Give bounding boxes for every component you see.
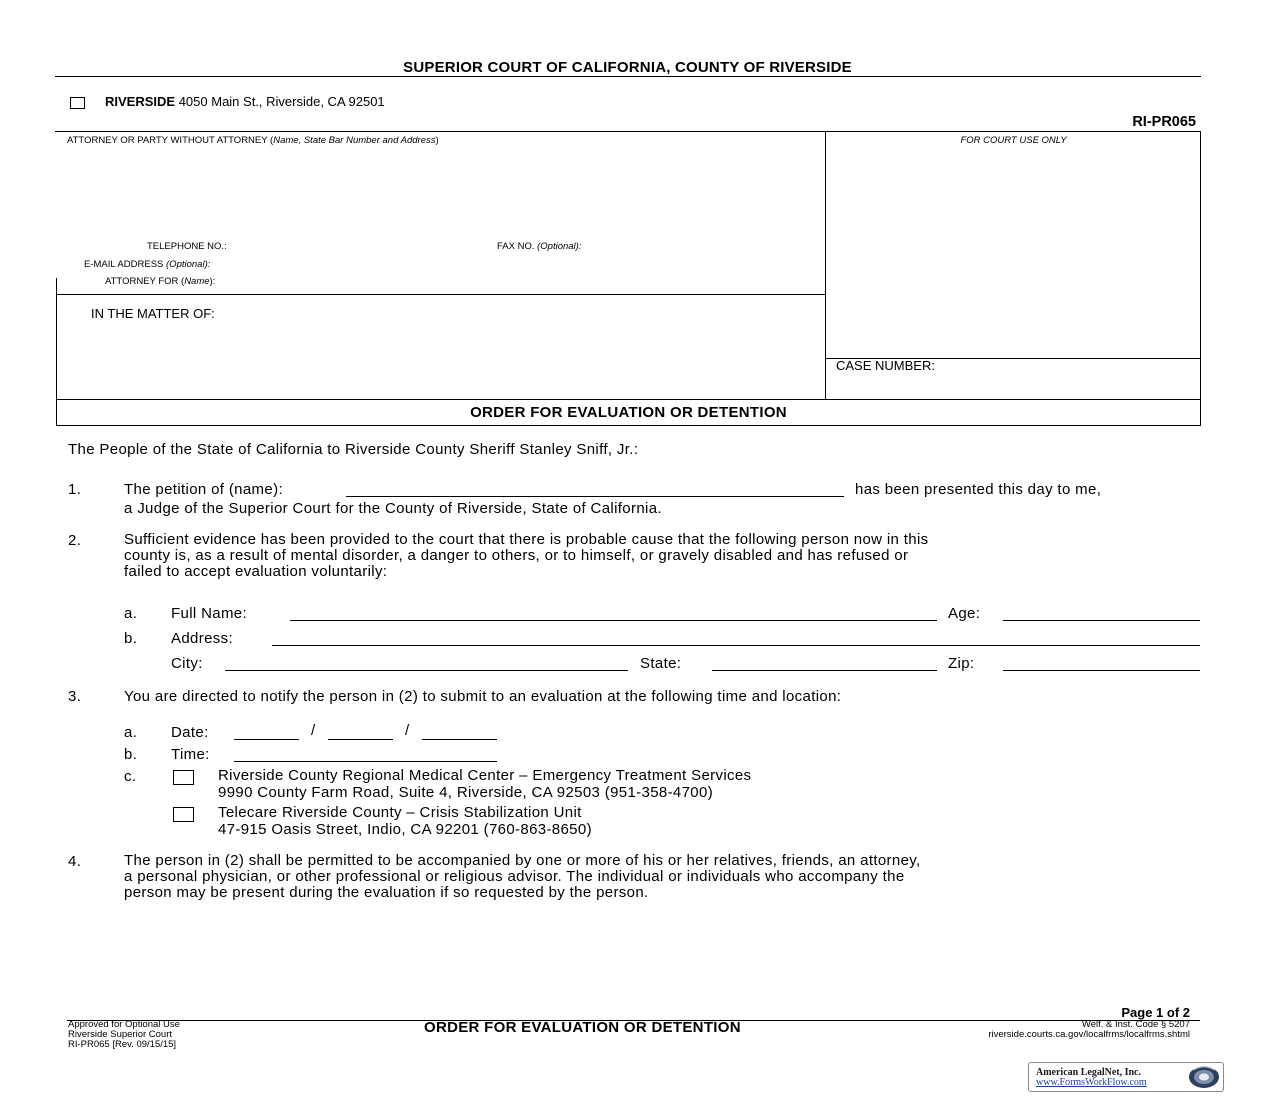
age-field[interactable]	[1003, 620, 1200, 621]
city-label: City:	[171, 655, 203, 672]
statute-code: Welf. & Inst. Code § 5207	[1081, 1019, 1190, 1030]
petitioner-name-field[interactable]	[346, 496, 844, 497]
item3-a-letter: a.	[124, 724, 138, 741]
date-slash-1: /	[311, 722, 316, 739]
vendor-badge[interactable]	[1028, 1062, 1224, 1092]
attorney-label	[67, 135, 439, 146]
full-name-label: Full Name:	[171, 605, 248, 622]
approved-line-1: Approved for Optional Use	[68, 1019, 180, 1030]
fax-label	[497, 241, 581, 252]
attorney-label-text: ATTORNEY OR PARTY WITHOUT ATTORNEY (	[67, 135, 274, 146]
item2-b-letter: b.	[124, 630, 138, 647]
attorney-label-hint: Name, State Bar Number and Address	[273, 135, 436, 146]
location-address: 4050 Main St., Riverside, CA 92501	[178, 94, 385, 109]
age-label: Age:	[948, 605, 981, 622]
item1-line2: a Judge of the Superior Court for the County of Riverside, State of California.	[124, 500, 662, 517]
court-url[interactable]: riverside.courts.ca.gov/localfrms/localfrms.shtml	[988, 1029, 1190, 1040]
item4-line1: The person in (2) shall be permitted to be accompanied by one or more of his or her relatives, friends, an attorney,	[124, 852, 921, 869]
court-title: SUPERIOR COURT OF CALIFORNIA, COUNTY OF RIVERSIDE	[403, 59, 852, 76]
form-title: ORDER FOR EVALUATION OR DETENTION	[470, 404, 787, 421]
location-name: RIVERSIDE	[105, 94, 176, 109]
date-day-field[interactable]	[328, 739, 393, 740]
option2-checkbox[interactable]	[173, 807, 194, 822]
attorney-for-close: ):	[209, 276, 216, 287]
item2-line3: failed to accept evaluation voluntarily:	[124, 563, 388, 580]
city-field[interactable]	[225, 670, 628, 671]
item1-after: has been presented this day to me,	[855, 481, 1102, 498]
state-label: State:	[640, 655, 682, 672]
case-number-label: CASE NUMBER:	[836, 358, 935, 373]
item1-number: 1.	[68, 481, 82, 498]
attorney-for-hint: Name	[184, 276, 210, 287]
item3-text: You are directed to notify the person in (2) to submit to an evaluation at the following time and location:	[124, 688, 842, 705]
email-label-hint: (Optional):	[166, 259, 211, 270]
zip-field[interactable]	[1003, 670, 1200, 671]
address-label: Address:	[171, 630, 233, 647]
address-field[interactable]	[272, 645, 1200, 646]
riverside-location-checkbox[interactable]	[70, 97, 85, 109]
item4-line3: person may be present during the evaluation if so requested by the person.	[124, 884, 649, 901]
item3-number: 3.	[68, 688, 82, 705]
time-label: Time:	[171, 746, 210, 763]
vendor-logo-icon	[1187, 1064, 1221, 1090]
form-number: RI-PR065	[1132, 114, 1196, 130]
item2-a-letter: a.	[124, 605, 138, 622]
email-label-text: E-MAIL ADDRESS	[84, 259, 164, 270]
date-label: Date:	[171, 724, 209, 741]
item2-line1: Sufficient evidence has been provided to the court that there is probable cause that the following person now in this	[124, 531, 929, 548]
caption-right-border	[1200, 131, 1201, 426]
email-label	[84, 259, 210, 270]
date-month-field[interactable]	[234, 739, 299, 740]
fax-label-text: FAX NO.	[497, 241, 535, 252]
option1-address: 9990 County Farm Road, Suite 4, Riverside, CA 92503 (951-358-4700)	[218, 784, 714, 801]
time-field[interactable]	[234, 761, 497, 762]
attorney-for-text: ATTORNEY FOR (	[105, 276, 185, 287]
state-field[interactable]	[712, 670, 937, 671]
header-rule	[55, 76, 1201, 77]
approved-line-3: RI-PR065 [Rev. 09/15/15]	[68, 1039, 177, 1050]
caption-top-border	[55, 131, 1201, 132]
item2-number: 2.	[68, 532, 82, 549]
fax-label-hint: (Optional):	[537, 241, 582, 252]
location-line	[105, 94, 385, 109]
date-slash-2: /	[405, 722, 410, 739]
attorney-label-close: )	[435, 135, 439, 146]
zip-label: Zip:	[948, 655, 975, 672]
matter-label: IN THE MATTER OF:	[91, 306, 215, 321]
title-bottom-border	[56, 425, 1201, 426]
item3-c-letter: c.	[124, 768, 137, 785]
option2-name: Telecare Riverside County – Crisis Stabilization Unit	[218, 804, 582, 821]
item4-number: 4.	[68, 853, 82, 870]
footer-title: ORDER FOR EVALUATION OR DETENTION	[424, 1019, 741, 1036]
telephone-label: TELEPHONE NO.:	[147, 241, 227, 252]
option1-checkbox[interactable]	[173, 770, 194, 785]
title-top-border	[56, 399, 1201, 400]
option1-name: Riverside County Regional Medical Center – Emergency Treatment Services	[218, 767, 752, 784]
full-name-field[interactable]	[290, 620, 937, 621]
matter-top-border	[56, 294, 826, 295]
approved-line-2: Riverside Superior Court	[68, 1029, 173, 1040]
item3-b-letter: b.	[124, 746, 138, 763]
court-use-label: FOR COURT USE ONLY	[960, 135, 1067, 146]
attorney-for-label	[105, 276, 215, 287]
option2-address: 47-915 Oasis Street, Indio, CA 92201 (760-863-8650)	[218, 821, 592, 838]
intro-text: The People of the State of California to Riverside County Sheriff Stanley Sniff, Jr.:	[68, 441, 639, 458]
vendor-name: American LegalNet, Inc.	[1036, 1067, 1141, 1078]
item2-line2: county is, as a result of mental disorder, a danger to others, or to himself, or gravely disabled and has refused or	[124, 547, 909, 564]
item1-label: The petition of (name):	[124, 481, 283, 498]
vendor-url[interactable]: www.FormsWorkFlow.com	[1036, 1077, 1147, 1088]
date-year-field[interactable]	[422, 739, 497, 740]
page-indicator: Page 1 of 2	[1121, 1005, 1190, 1020]
item4-line2: a personal physician, or other professional or religious advisor. The individual or individuals who accompany the	[124, 868, 905, 885]
